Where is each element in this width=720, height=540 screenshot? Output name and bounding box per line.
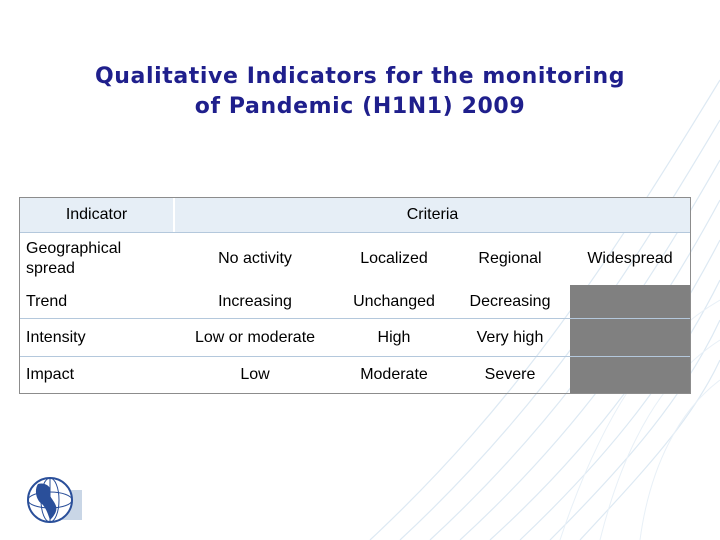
criteria-cell: High: [377, 328, 411, 346]
criteria-cell: Moderate: [360, 366, 428, 383]
title-line-2: of Pandemic (H1N1) 2009: [194, 94, 526, 119]
empty-criteria-cell: [570, 285, 690, 318]
empty-criteria-cell: [570, 357, 690, 393]
header-criteria: Criteria: [174, 198, 690, 232]
criteria-cell: Very high: [476, 328, 544, 346]
row-indicator: Intensity: [26, 328, 86, 346]
table-row: [20, 319, 690, 356]
criteria-cell: Widespread: [587, 250, 673, 267]
empty-criteria-cell: [570, 319, 690, 356]
header-indicator: Indicator: [20, 198, 173, 232]
table-row: [20, 285, 690, 318]
indicators-table: [19, 197, 691, 394]
criteria-cell: Severe: [484, 366, 536, 383]
row-indicator: Impact: [26, 366, 75, 383]
criteria-cell: No activity: [218, 250, 292, 267]
criteria-cell: Decreasing: [469, 292, 551, 310]
table-row: [20, 233, 690, 285]
row-indicator: Geographical spread: [26, 240, 122, 277]
table-header-row: [20, 198, 690, 232]
paho-globe-logo-icon: [24, 470, 84, 530]
criteria-cell: Regional: [478, 250, 542, 267]
criteria-cell: Unchanged: [353, 292, 435, 310]
criteria-cell: Low: [240, 366, 270, 383]
criteria-cell: Increasing: [218, 292, 292, 310]
criteria-cell: Low or moderate: [194, 328, 316, 346]
title-line-1: Qualitative Indicators for the monitoring: [94, 64, 626, 89]
slide-title: [0, 62, 720, 122]
row-indicator: Trend: [26, 292, 68, 310]
criteria-cell: Localized: [360, 250, 428, 267]
table-row: [20, 357, 690, 393]
